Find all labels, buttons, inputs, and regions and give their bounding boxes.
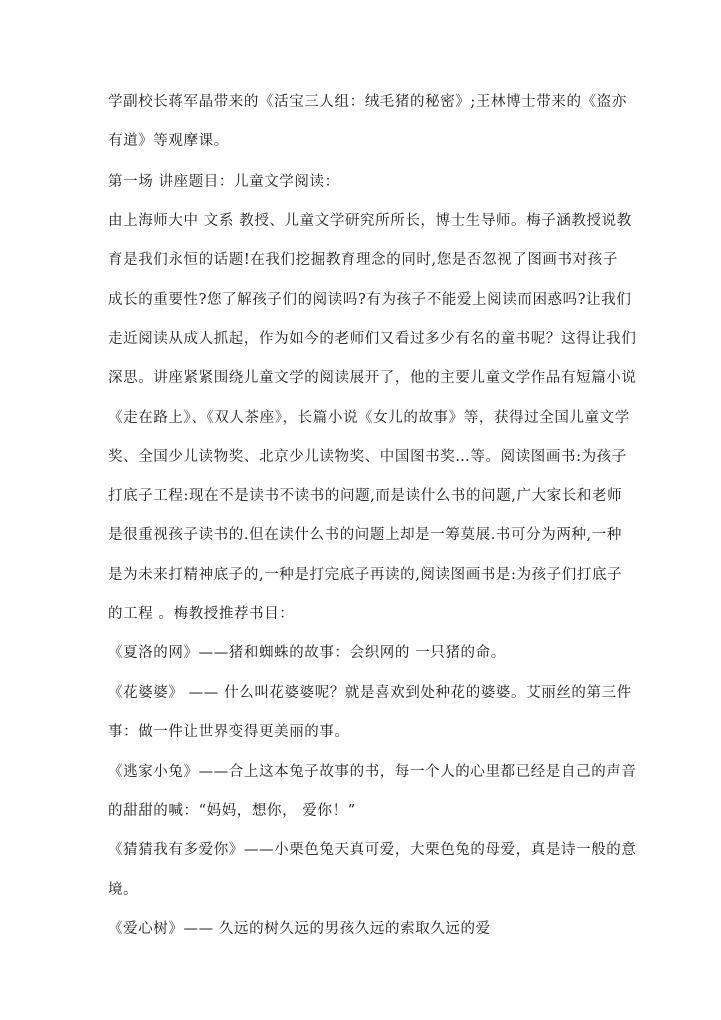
text-line: 走近阅读从成人抓起，作为如今的老师们又看过多少有名的童书呢？这得让我们 bbox=[108, 331, 637, 347]
text-line: 境。 bbox=[108, 882, 139, 898]
text-line: 第一场 讲座题目：儿童文学阅读： bbox=[108, 174, 340, 190]
text-line: 有道》等观摩课。 bbox=[108, 133, 229, 149]
text-line: 深思。讲座紧紧围绕儿童文学的阅读展开了，他的主要儿童文学作品有短篇小说 bbox=[108, 370, 637, 386]
text-line: 成长的重要性?您了解孩子们的阅读吗?有为孩子不能爱上阅读而困惑吗?让我们 bbox=[108, 292, 632, 308]
text-line: 《猜猜我有多爱你》——小栗色兔天真可爱，大栗色兔的母爱，真是诗一般的意 bbox=[108, 842, 637, 858]
text-line: 奖、全国少儿读物奖、北京少儿读物奖、中国图书奖…等。阅读图画书:为孩子 bbox=[108, 449, 627, 465]
text-line: 《爱心树》—— 久远的树久远的男孩久远的索取久远的爱 bbox=[108, 921, 491, 937]
text-line: 打底子工程:现在不是读书不读书的问题,而是读什么书的问题,广大家长和老师 bbox=[108, 488, 623, 504]
text-line: 事：做一件让世界变得更美丽的事。 bbox=[108, 724, 350, 740]
text-line: 是为未来打精神底子的,一种是打完底子再读的,阅读图画书是:为孩子们打底子 bbox=[108, 567, 623, 583]
text-line: 的工程 。梅教授推荐书目： bbox=[108, 606, 295, 622]
text-line: 育是我们永恒的话题!在我们挖掘教育理念的同时,您是否忽视了图画书对孩子 bbox=[108, 252, 618, 268]
text-line: 《逃家小兔》——合上这本兔子故事的书，每一个人的心里都已经是自己的声音 bbox=[108, 764, 637, 780]
text-line: 《走在路上》、《双人茶座》，长篇小说《女儿的故事》等，获得过全国儿童文学 bbox=[108, 410, 630, 426]
text-line: 由上海师大中 文系 教授、儿童文学研究所所长，博士生导师。梅子涵教授说教 bbox=[108, 213, 632, 229]
text-line: 《花婆婆》 —— 什么叫花婆婆呢？就是喜欢到处种花的婆婆。艾丽丝的第三件 bbox=[108, 685, 632, 701]
text-line: 学副校长蒋军晶带来的《活宝三人组：绒毛猪的秘密》;王林博士带来的《盗亦 bbox=[108, 94, 627, 110]
text-line: 《夏洛的网》——猪和蜘蛛的故事：会织网的 一只猪的命。 bbox=[108, 645, 506, 661]
text-line: 是很重视孩子读书的.但在读什么书的问题上却是一筹莫展.书可分为两种,一种 bbox=[108, 527, 622, 543]
text-line: 的甜甜的喊：“妈妈，想你， 爱你！” bbox=[108, 803, 356, 819]
